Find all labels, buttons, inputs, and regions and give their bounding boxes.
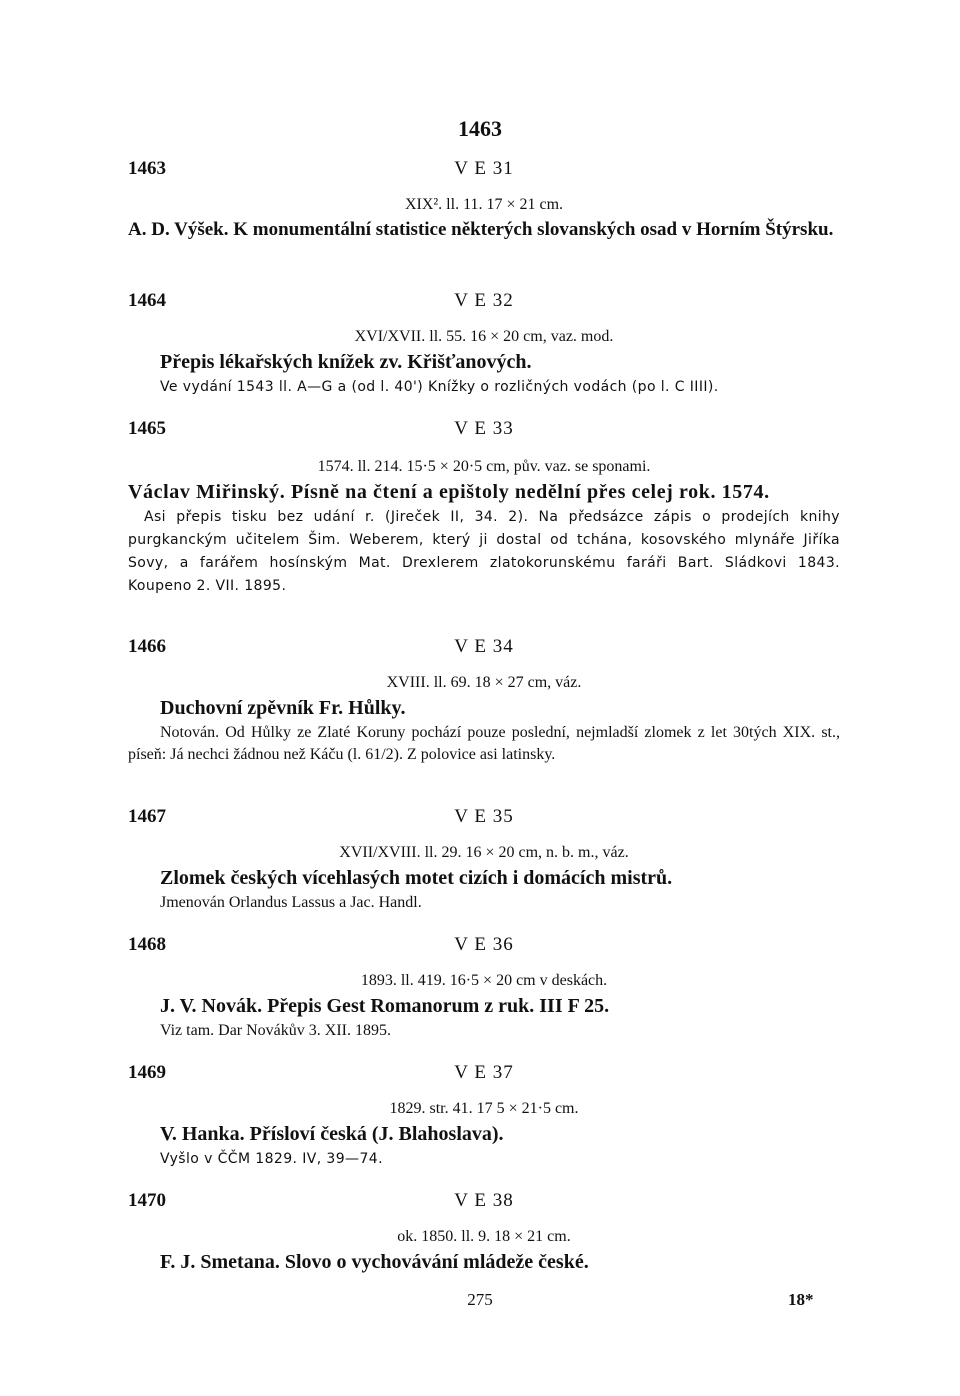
entry-note: Asi přepis tisku bez udání r. (Jireček II, 34. 2). Na předsázce zápis o prodejích knihy purgkanckým učitelem Šim. Weberem, který ji dostal od tchána, kosovského mlynáře Jiříka Sovy, a farářem hosínským Mat. Drexlerem zlatokorunskému faráři Bart. Sládkovi 1843. Koupeno 2. VII. 1895.	[128, 509, 840, 594]
catalog-entry	[128, 934, 840, 1042]
entry-header	[128, 290, 840, 314]
entry-title: Václav Miřinský. Písně na čtení a epištoly nedělní přes celej rok. 1574.	[128, 481, 770, 503]
entry-header	[128, 1062, 840, 1086]
catalog-entry	[128, 1062, 840, 1170]
shelf-signature: V E 32	[454, 290, 514, 311]
physical-description: 1893. ll. 419. 16·5 × 20 cm v deskách.	[360, 972, 608, 989]
shelf-signature: V E 37	[454, 1062, 514, 1083]
catalog-entry	[128, 806, 840, 914]
entry-number: 1470	[128, 1190, 166, 1211]
catalog-entry	[128, 290, 840, 398]
entry-title: F. J. Smetana. Slovo o vychovávání mládeže české.	[160, 1251, 589, 1273]
entry-title: Duchovní zpěvník Fr. Hůlky.	[160, 697, 406, 719]
entry-number: 1465	[128, 418, 166, 439]
entry-title: Přepis lékařských knížek zv. Křišťanových.	[160, 351, 532, 373]
entry-header	[128, 418, 840, 442]
entry-note: Notován. Od Hůlky ze Zlaté Koruny pochází pouze poslední, nejmladší zlomek z let 30tých XIX. st., píseň: Já nechci žádnou než Káču (l. 61/2). Z polovice asi latinsky.	[128, 724, 840, 763]
physical-description: 1574. ll. 214. 15·5 × 20·5 cm, pův. vaz. se sponami.	[317, 458, 651, 475]
shelf-signature: V E 31	[454, 158, 514, 179]
catalog-entry	[128, 636, 840, 766]
entry-number: 1467	[128, 806, 166, 827]
catalog-entry	[128, 158, 840, 242]
entry-number: 1466	[128, 636, 166, 657]
entry-title: V. Hanka. Přísloví česká (J. Blahoslava).	[160, 1123, 504, 1145]
printer-signature-mark: 18*	[788, 1290, 814, 1309]
shelf-signature: V E 33	[454, 418, 514, 439]
physical-description: XVII/XVIII. ll. 29. 16 × 20 cm, n. b. m., váz.	[339, 844, 629, 861]
entry-number: 1464	[128, 290, 166, 311]
physical-description: XVIII. ll. 69. 18 × 27 cm, váz.	[386, 674, 582, 691]
shelf-signature: V E 35	[454, 806, 514, 827]
physical-description: 1829. str. 41. 17 5 × 21·5 cm.	[389, 1100, 579, 1117]
shelf-signature: V E 34	[454, 636, 514, 657]
entry-number: 1463	[128, 158, 166, 179]
physical-description: XIX². ll. 11. 17 × 21 cm.	[404, 196, 564, 213]
entry-title: Zlomek českých vícehlasých motet cizích i domácích mistrů.	[160, 867, 673, 889]
entry-header	[128, 934, 840, 958]
entry-header	[128, 806, 840, 830]
entry-title: A. D. Výšek. K monumentální statistice některých slovanských osad v Horním Štýrsku.	[128, 219, 834, 240]
entry-number: 1469	[128, 1062, 166, 1083]
page-number: 275	[467, 1290, 493, 1309]
catalog-entry	[128, 418, 840, 598]
catalog-entry	[128, 1190, 840, 1274]
entry-title: J. V. Novák. Přepis Gest Romanorum z ruk. III F 25.	[160, 995, 610, 1017]
entry-number: 1468	[128, 934, 166, 955]
entry-note: Ve vydání 1543 ll. A—G a (od l. 40') Knížky o rozličných vodách (po l. C IIII).	[160, 379, 719, 395]
entry-note: Viz tam. Dar Novákův 3. XII. 1895.	[160, 1022, 391, 1039]
page-footer	[0, 1290, 960, 1314]
physical-description: XVI/XVII. ll. 55. 16 × 20 cm, vaz. mod.	[354, 328, 614, 345]
entry-header	[128, 636, 840, 660]
physical-description: ok. 1850. ll. 9. 18 × 21 cm.	[397, 1228, 571, 1245]
entry-header	[128, 158, 840, 182]
entry-note: Vyšlo v ČČM 1829. IV, 39—74.	[160, 1151, 383, 1167]
entry-note: Jmenován Orlandus Lassus a Jac. Handl.	[160, 894, 422, 911]
entry-header	[128, 1190, 840, 1214]
shelf-signature: V E 36	[454, 934, 514, 955]
shelf-signature: V E 38	[454, 1190, 514, 1211]
running-head: 1463	[458, 116, 502, 141]
